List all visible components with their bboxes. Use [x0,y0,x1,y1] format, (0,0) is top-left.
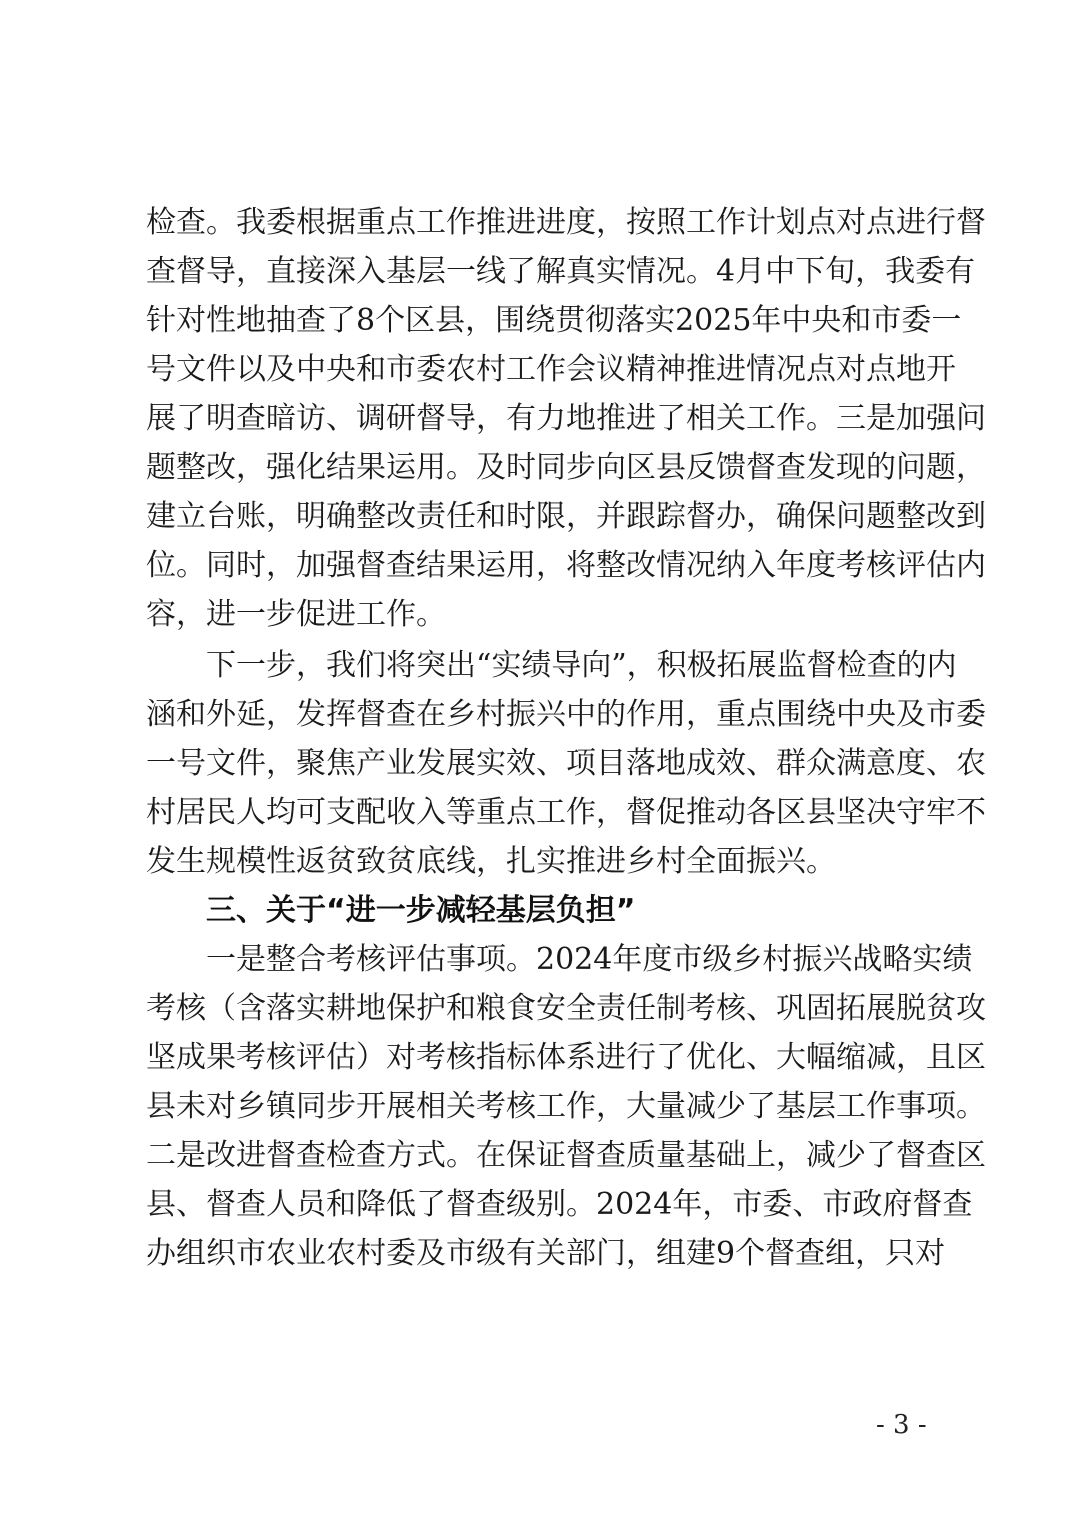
text-line: 村居民人均可支配收入等重点工作，督促推动各区县坚决守牢不 [146,795,986,830]
text-line: 县、督查人员和降低了督查级别。2024年，市委、市政府督查 [146,1187,973,1222]
text-line: 县未对乡镇同步开展相关考核工作，大量减少了基层工作事项。 [146,1089,986,1124]
text-line: 建立台账，明确整改责任和时限，并跟踪督办，确保问题整改到 [146,499,986,534]
text-line: 查督导，直接深入基层一线了解真实情况。4月中下旬，我委有 [146,254,976,289]
text-line: 展了明查暗访、调研督导，有力地推进了相关工作。三是加强问 [146,401,986,436]
text-line: 一是整合考核评估事项。2024年度市级乡村振兴战略实绩 [206,942,973,977]
text-line: 题整改，强化结果运用。及时同步向区县反馈督查发现的问题， [146,450,986,485]
text-line: 针对性地抽查了8个区县，围绕贯彻落实2025年中央和市委一 [146,303,962,338]
section-heading: 三、关于“进一步减轻基层负担” [206,893,636,928]
text-line: 一号文件，聚焦产业发展实效、项目落地成效、群众满意度、农 [146,746,986,781]
text-line: 下一步，我们将突出“实绩导向”，积极拓展监督检查的内 [206,648,957,683]
text-line: 办组织市农业农村委及市级有关部门，组建9个督查组，只对 [146,1236,946,1271]
text-line: 二是改进督查检查方式。在保证督查质量基础上，减少了督查区 [146,1138,986,1173]
text-line: 号文件以及中央和市委农村工作会议精神推进情况点对点地开 [146,352,956,387]
text-line: 涵和外延，发挥督查在乡村振兴中的作用，重点围绕中央及市委 [146,697,986,732]
text-line: 考核（含落实耕地保护和粮食安全责任制考核、巩固拓展脱贫攻 [146,991,986,1026]
page-number: - 3 - [876,1410,927,1440]
text-line: 坚成果考核评估）对考核指标体系进行了优化、大幅缩减，且区 [146,1040,986,1075]
text-line: 位。同时，加强督查结果运用，将整改情况纳入年度考核评估内 [146,548,986,583]
text-line: 发生规模性返贫致贫底线，扎实推进乡村全面振兴。 [146,844,836,879]
text-line: 容，进一步促进工作。 [146,597,446,632]
text-line: 检查。我委根据重点工作推进进度，按照工作计划点对点进行督 [146,205,986,240]
